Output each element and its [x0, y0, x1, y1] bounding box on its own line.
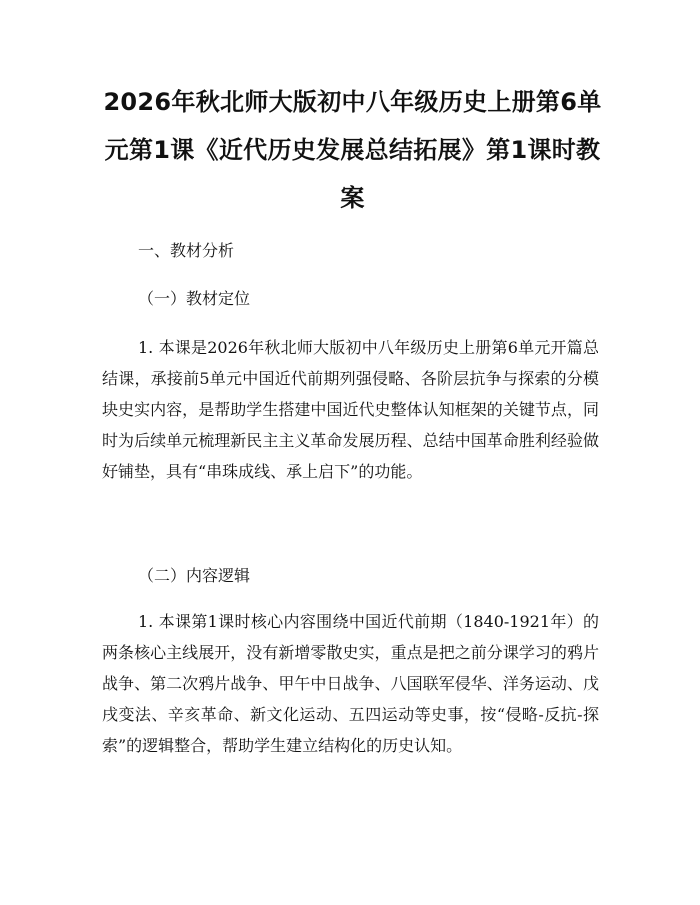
paragraph-textbook-position: 1. 本课是2026年秋北师大版初中八年级历史上册第6单元开篇总结课，承接前5单元中国近代前期列强侵略、各阶层抗争与探索的分模块史实内容，是帮助学生搭建中国近代史整体认知框架的关键节点，同时为后续单元梳理新民主主义革命发展历程、总结中国革命胜利经验做好铺垫，具有“串珠成线、承上启下”的功能。 — [102, 338, 599, 481]
paragraph-content-logic: 1. 本课第1课时核心内容围绕中国近代前期（1840-1921年）的两条核心主线展开，没有新增零散史实，重点是把之前分课学习的鸦片战争、第二次鸦片战争、甲午中日战争、八国联军侵华、洋务运动、戊戌变法、辛亥革命、新文化运动、五四运动等史事，按“侵略-反抗-探索”的逻辑整合，帮助学生建立结构化的历史认知。 — [102, 612, 599, 755]
subsection-heading-content-logic: （二）内容逻辑 — [138, 566, 251, 585]
section-heading-textbook-analysis: 一、教材分析 — [138, 241, 235, 260]
subsection-heading-textbook-position: （一）教材定位 — [138, 289, 251, 308]
document-title: 2026年秋北师大版初中八年级历史上册第6单元第1课《近代历史发展总结拓展》第1课时教案 — [103, 88, 602, 212]
